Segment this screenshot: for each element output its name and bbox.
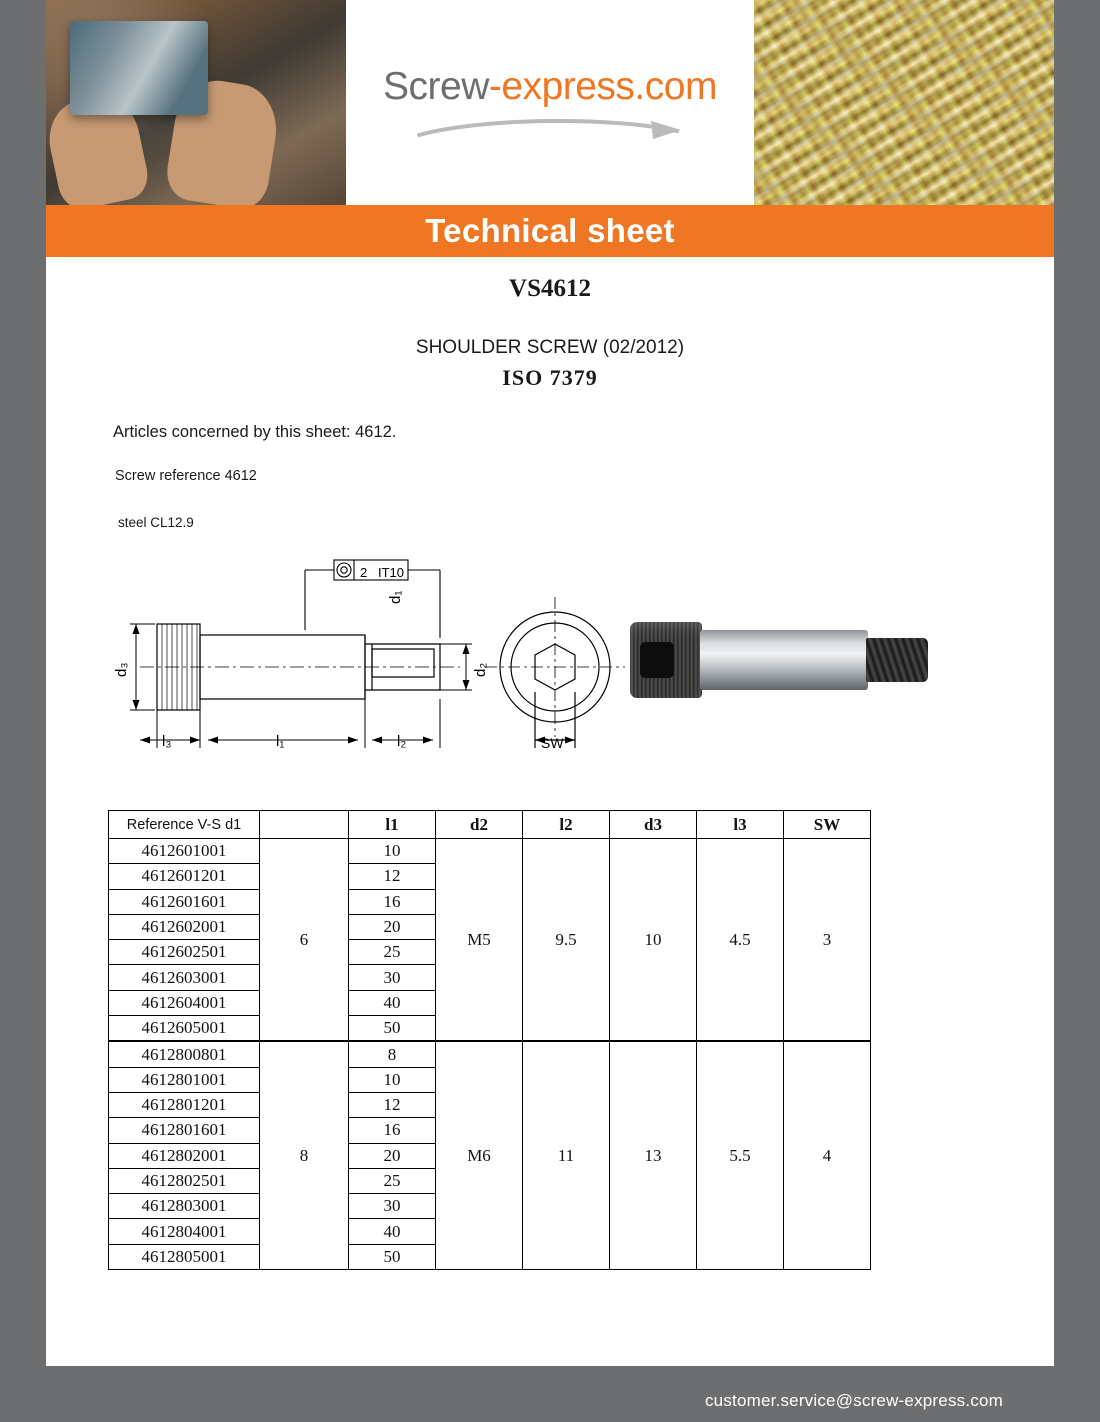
document-standard: ISO 7379	[502, 365, 598, 390]
cell-reference: 4612601001	[109, 839, 260, 864]
shoulder-screw-photo	[620, 556, 950, 736]
cell-l1: 10	[349, 839, 436, 864]
label-d3: d₃	[113, 662, 130, 677]
column-header-l1: l1	[349, 811, 436, 839]
cell-l1: 25	[349, 1168, 436, 1193]
screw-hex-socket	[640, 642, 674, 678]
brand-text	[383, 65, 717, 109]
cell-l1: 16	[349, 889, 436, 914]
page-header	[46, 0, 1054, 205]
technical-sheet-banner	[46, 205, 1054, 257]
label-d2: d₂	[472, 662, 489, 677]
left-margin-bar	[0, 0, 46, 1422]
cell-l2: 11	[523, 1041, 610, 1269]
cell-reference: 4612603001	[109, 965, 260, 990]
label-l2: l₂	[397, 733, 407, 750]
banner-title: Technical sheet	[425, 212, 675, 249]
cell-d3: 13	[610, 1041, 697, 1269]
cell-d2: M5	[436, 839, 523, 1042]
brand-swoosh-icon	[415, 115, 685, 141]
column-header-l3: l3	[697, 811, 784, 839]
cell-l1: 16	[349, 1118, 436, 1143]
table-row	[109, 1041, 871, 1067]
cell-l1: 8	[349, 1041, 436, 1067]
cell-d2: M6	[436, 1041, 523, 1269]
cell-l1: 10	[349, 1067, 436, 1092]
column-header-sw: SW	[784, 811, 871, 839]
cell-d1: 8	[260, 1041, 349, 1269]
column-header-d1	[260, 811, 349, 839]
hand-shape	[46, 90, 152, 205]
screw-thread	[866, 638, 928, 682]
cell-l1: 20	[349, 914, 436, 939]
cell-l1: 30	[349, 965, 436, 990]
cell-sw: 3	[784, 839, 871, 1042]
footer-email[interactable]: customer.service@screw-express.com	[704, 1391, 1003, 1410]
workbench-photo	[46, 0, 346, 205]
table-body	[109, 839, 871, 1270]
cell-l1: 40	[349, 1219, 436, 1244]
label-d1: d₁	[387, 590, 404, 604]
screw-shank	[700, 630, 868, 690]
cell-reference: 4612601601	[109, 889, 260, 914]
header-reference-label: Reference V-S	[126, 816, 222, 833]
screw-reference-line: Screw reference 4612	[115, 468, 257, 484]
cell-d1: 6	[260, 839, 349, 1042]
cell-reference: 4612805001	[109, 1244, 260, 1269]
label-l3: l₃	[162, 733, 172, 750]
cell-l3: 5.5	[697, 1041, 784, 1269]
right-margin-bar	[1054, 0, 1100, 1422]
cell-d3: 10	[610, 839, 697, 1042]
cell-reference: 4612801601	[109, 1118, 260, 1143]
brand-secondary: -express.com	[488, 64, 717, 108]
hand-shape	[163, 75, 283, 205]
cell-l2: 9.5	[523, 839, 610, 1042]
cell-sw: 4	[784, 1041, 871, 1269]
cell-l1: 12	[349, 1092, 436, 1117]
cell-l1: 40	[349, 990, 436, 1015]
cell-l3: 4.5	[697, 839, 784, 1042]
footer-divider	[46, 1366, 1054, 1380]
cell-reference: 4612604001	[109, 990, 260, 1015]
cell-reference: 4612602001	[109, 914, 260, 939]
cell-l1: 50	[349, 1016, 436, 1042]
table-header-row	[109, 811, 871, 839]
specification-table	[108, 810, 871, 1270]
tolerance-grade-text: IT10	[378, 565, 405, 580]
document-code: VS4612	[509, 275, 591, 302]
label-l1: l₁	[276, 733, 285, 750]
brand-logo	[346, 0, 754, 205]
cell-reference: 4612801201	[109, 1092, 260, 1117]
articles-concerned-line: Articles concerned by this sheet: 4612.	[113, 423, 397, 441]
cell-l1: 12	[349, 864, 436, 889]
cell-reference: 4612800801	[109, 1041, 260, 1067]
page-footer	[0, 1380, 1100, 1422]
cell-l1: 30	[349, 1194, 436, 1219]
cell-reference: 4612602501	[109, 940, 260, 965]
cell-l1: 20	[349, 1143, 436, 1168]
cell-reference: 4612803001	[109, 1194, 260, 1219]
document-subtitle: SHOULDER SCREW (02/2012)	[415, 337, 685, 358]
cell-l1: 25	[349, 940, 436, 965]
material-line: steel CL12.9	[118, 515, 194, 530]
table-row	[109, 839, 871, 864]
cell-reference: 4612802501	[109, 1168, 260, 1193]
cell-reference: 4612601201	[109, 864, 260, 889]
label-sw: SW	[541, 735, 564, 751]
cell-l1: 50	[349, 1244, 436, 1269]
cell-reference: 4612804001	[109, 1219, 260, 1244]
tolerance-value-text: 2	[360, 565, 368, 580]
column-header-d3: d3	[610, 811, 697, 839]
cell-reference: 4612605001	[109, 1016, 260, 1042]
column-header-l2: l2	[523, 811, 610, 839]
cell-reference: 4612802001	[109, 1143, 260, 1168]
column-header-d2: d2	[436, 811, 523, 839]
header-d1-label: d1	[225, 816, 242, 833]
brand-primary: Screw	[383, 64, 489, 108]
cell-reference: 4612801001	[109, 1067, 260, 1092]
column-header-reference	[109, 811, 260, 839]
screws-pile-photo	[754, 0, 1054, 205]
